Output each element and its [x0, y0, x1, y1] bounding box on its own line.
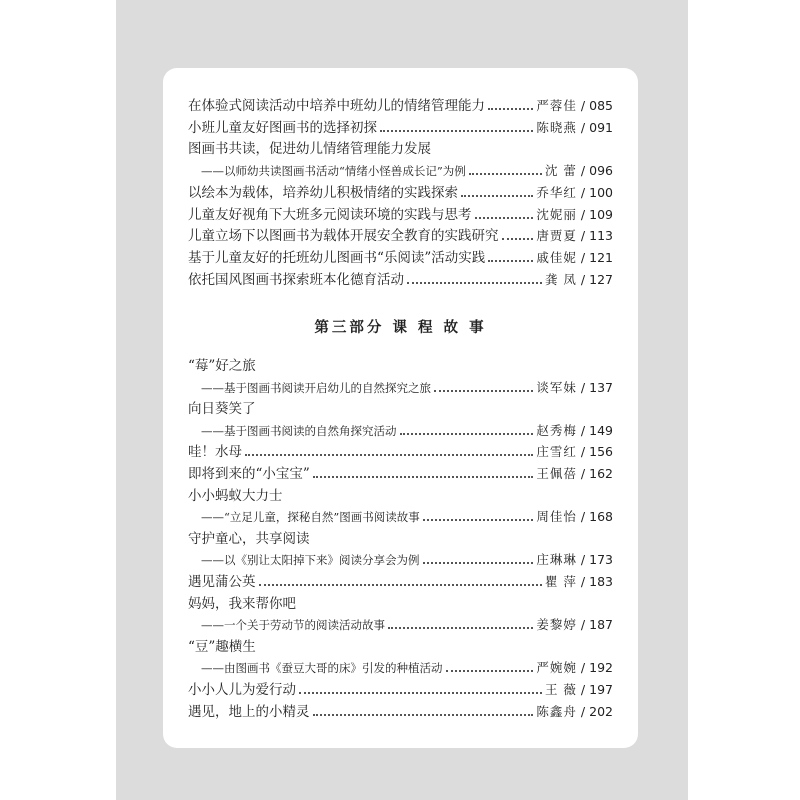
- toc-author: 周佳怡: [536, 509, 577, 525]
- toc-author: 谈军妹: [536, 379, 577, 395]
- toc-entry: [188, 267, 613, 289]
- toc-entry: [201, 612, 613, 634]
- toc-page-number: 113: [589, 228, 613, 244]
- separator-slash: /: [580, 184, 586, 200]
- toc-title: 依托国风图画书探索班本化德育活动: [188, 271, 404, 288]
- toc-author: 戚佳妮: [536, 249, 577, 265]
- toc-entry: [188, 202, 613, 224]
- toc-heading: [188, 136, 613, 158]
- dot-leader: [400, 432, 534, 435]
- toc-page-number: 192: [589, 660, 613, 676]
- toc-page-number: 202: [589, 703, 613, 719]
- separator-slash: /: [580, 574, 586, 589]
- toc-entry: [188, 180, 613, 202]
- toc-title: 向日葵笑了: [188, 401, 256, 418]
- toc-entry: [188, 461, 613, 483]
- separator-slash: /: [580, 552, 586, 568]
- dot-leader: [380, 129, 533, 132]
- separator-slash: /: [580, 466, 586, 481]
- toc-entry: [201, 655, 613, 677]
- toc-author: 姜黎婷: [536, 617, 577, 633]
- toc-page-number: 137: [589, 379, 613, 395]
- toc-entry: [201, 375, 613, 397]
- toc-heading: [188, 396, 613, 418]
- dot-leader: [488, 107, 533, 110]
- toc-title: 哇！水母: [188, 444, 242, 461]
- toc-entry: [188, 677, 613, 699]
- toc-page-number: 085: [589, 98, 613, 113]
- toc-author: 庄琳琳: [536, 552, 577, 568]
- toc-title: “莓”好之旅: [188, 358, 256, 374]
- toc-entry: [188, 245, 613, 267]
- toc-author: 严婉婉: [536, 660, 577, 676]
- separator-slash: /: [580, 98, 586, 113]
- separator-slash: /: [580, 682, 586, 697]
- toc-title: 小小人儿为爱行动: [188, 682, 296, 698]
- toc-title: 即将到来的“小宝宝”: [188, 466, 310, 482]
- separator-slash: /: [580, 444, 586, 460]
- toc-author: 王 薇: [544, 682, 577, 697]
- dot-leader: [313, 713, 534, 716]
- toc-title: ——以《别让太阳掉下来》阅读分享会为例: [201, 553, 420, 568]
- dot-leader: [245, 453, 533, 456]
- toc-page-number: 187: [589, 617, 613, 633]
- toc-page-number: 127: [589, 271, 613, 287]
- toc-page-number: 100: [589, 184, 613, 200]
- toc-title: “豆”趣横生: [188, 638, 256, 655]
- toc-title: 小小蚂蚁大力士: [188, 487, 283, 504]
- toc-entry: [201, 504, 613, 526]
- toc-heading: [188, 353, 613, 375]
- toc-entry: [201, 158, 613, 180]
- toc-author: 乔华红: [536, 184, 577, 200]
- separator-slash: /: [580, 163, 586, 179]
- dot-leader: [469, 172, 542, 175]
- separator-slash: /: [580, 206, 586, 222]
- toc-page-number: 091: [589, 119, 613, 135]
- toc-heading: [188, 526, 613, 548]
- toc-page-number: 162: [589, 466, 613, 481]
- separator-slash: /: [580, 379, 586, 395]
- dot-leader: [502, 237, 534, 240]
- toc-title: 基于儿童友好的托班幼儿图画书“乐阅读”活动实践: [188, 249, 486, 266]
- toc-heading: [188, 634, 613, 656]
- toc-author: 庄雪红: [536, 444, 577, 460]
- separator-slash: /: [580, 703, 586, 719]
- separator-slash: /: [580, 617, 586, 633]
- dot-leader: [423, 561, 534, 564]
- toc-title: ——基于图画书阅读的自然角探究活动: [201, 423, 397, 438]
- section-heading: 第三部分 课 程 故 事: [314, 320, 487, 336]
- toc-author: 王佩蓓: [536, 466, 577, 481]
- toc-author: 沈妮丽: [536, 206, 577, 222]
- separator-slash: /: [580, 271, 586, 287]
- toc-author: 陈晓燕: [536, 119, 577, 135]
- toc-page-number: 121: [589, 249, 613, 265]
- toc-page-number: 168: [589, 509, 613, 525]
- toc-entry: [188, 699, 613, 721]
- dot-leader: [488, 259, 533, 262]
- separator-slash: /: [580, 119, 586, 135]
- toc-entry: [188, 223, 613, 245]
- toc-title: 妈妈，我来帮你吧: [188, 595, 296, 612]
- dot-leader: [407, 281, 542, 284]
- toc-title: ——由图画书《蚕豆大哥的床》引发的种植活动: [201, 661, 443, 676]
- dot-leader: [475, 216, 534, 219]
- toc-title: 图画书共读，促进幼儿情绪管理能力发展: [188, 141, 431, 158]
- toc-title: 以绘本为载体，培养幼儿积极情绪的实践探索: [188, 184, 458, 201]
- dot-leader: [259, 583, 542, 586]
- toc-page-number: 156: [589, 444, 613, 460]
- toc-entry: [201, 418, 613, 440]
- dot-leader: [388, 626, 533, 629]
- toc-author: 严蓉佳: [536, 98, 577, 113]
- toc-title: 小班儿童友好图画书的选择初探: [188, 119, 377, 136]
- separator-slash: /: [580, 249, 586, 265]
- dot-leader: [299, 691, 542, 694]
- toc-heading: [188, 483, 613, 505]
- toc-title: 在体验式阅读活动中培养中班幼儿的情绪管理能力: [188, 98, 485, 114]
- separator-slash: /: [580, 422, 586, 438]
- toc-author: 陈鑫舟: [536, 703, 577, 719]
- toc-author: 沈 蕾: [544, 163, 577, 179]
- toc-author: 唐贾夏: [536, 228, 577, 244]
- toc-page-number: 149: [589, 422, 613, 438]
- toc-entry: [188, 93, 613, 115]
- dot-leader: [423, 518, 534, 521]
- toc-entry: [188, 439, 613, 461]
- toc-page-number: 173: [589, 552, 613, 568]
- separator-slash: /: [580, 660, 586, 676]
- toc-title: ——“立足儿童，探秘自然”图画书阅读故事: [201, 510, 420, 525]
- dot-leader: [434, 389, 533, 392]
- toc-page-number: 197: [589, 682, 613, 697]
- toc-author: 瞿 萍: [544, 574, 577, 589]
- dot-leader: [446, 669, 534, 672]
- dot-leader: [313, 475, 534, 478]
- toc-title: ——基于图画书阅读开启幼儿的自然探究之旅: [201, 380, 431, 395]
- toc-author: 龚 凤: [544, 271, 577, 287]
- separator-slash: /: [580, 228, 586, 244]
- toc-entry: [201, 547, 613, 569]
- toc-page-number: 096: [589, 163, 613, 179]
- toc-title: ——一个关于劳动节的阅读活动故事: [201, 618, 385, 633]
- toc-heading: [188, 591, 613, 613]
- toc-title: 遇见蒲公英: [188, 574, 256, 590]
- toc-entry: [188, 569, 613, 591]
- toc-title: 儿童友好视角下大班多元阅读环境的实践与思考: [188, 206, 472, 223]
- dot-leader: [461, 194, 533, 197]
- toc-page: [163, 68, 638, 748]
- separator-slash: /: [580, 509, 586, 525]
- toc-entry: [188, 115, 613, 137]
- toc-author: 赵秀梅: [536, 422, 577, 438]
- toc-title: 儿童立场下以图画书为载体开展安全教育的实践研究: [188, 228, 499, 245]
- toc-title: ——以师幼共读图画书活动“情绪小怪兽成长记”为例: [201, 164, 466, 179]
- toc-title: 遇见，地上的小精灵: [188, 703, 310, 720]
- toc-page-number: 183: [589, 574, 613, 589]
- toc-page-number: 109: [589, 206, 613, 222]
- toc-title: 守护童心，共享阅读: [188, 530, 310, 547]
